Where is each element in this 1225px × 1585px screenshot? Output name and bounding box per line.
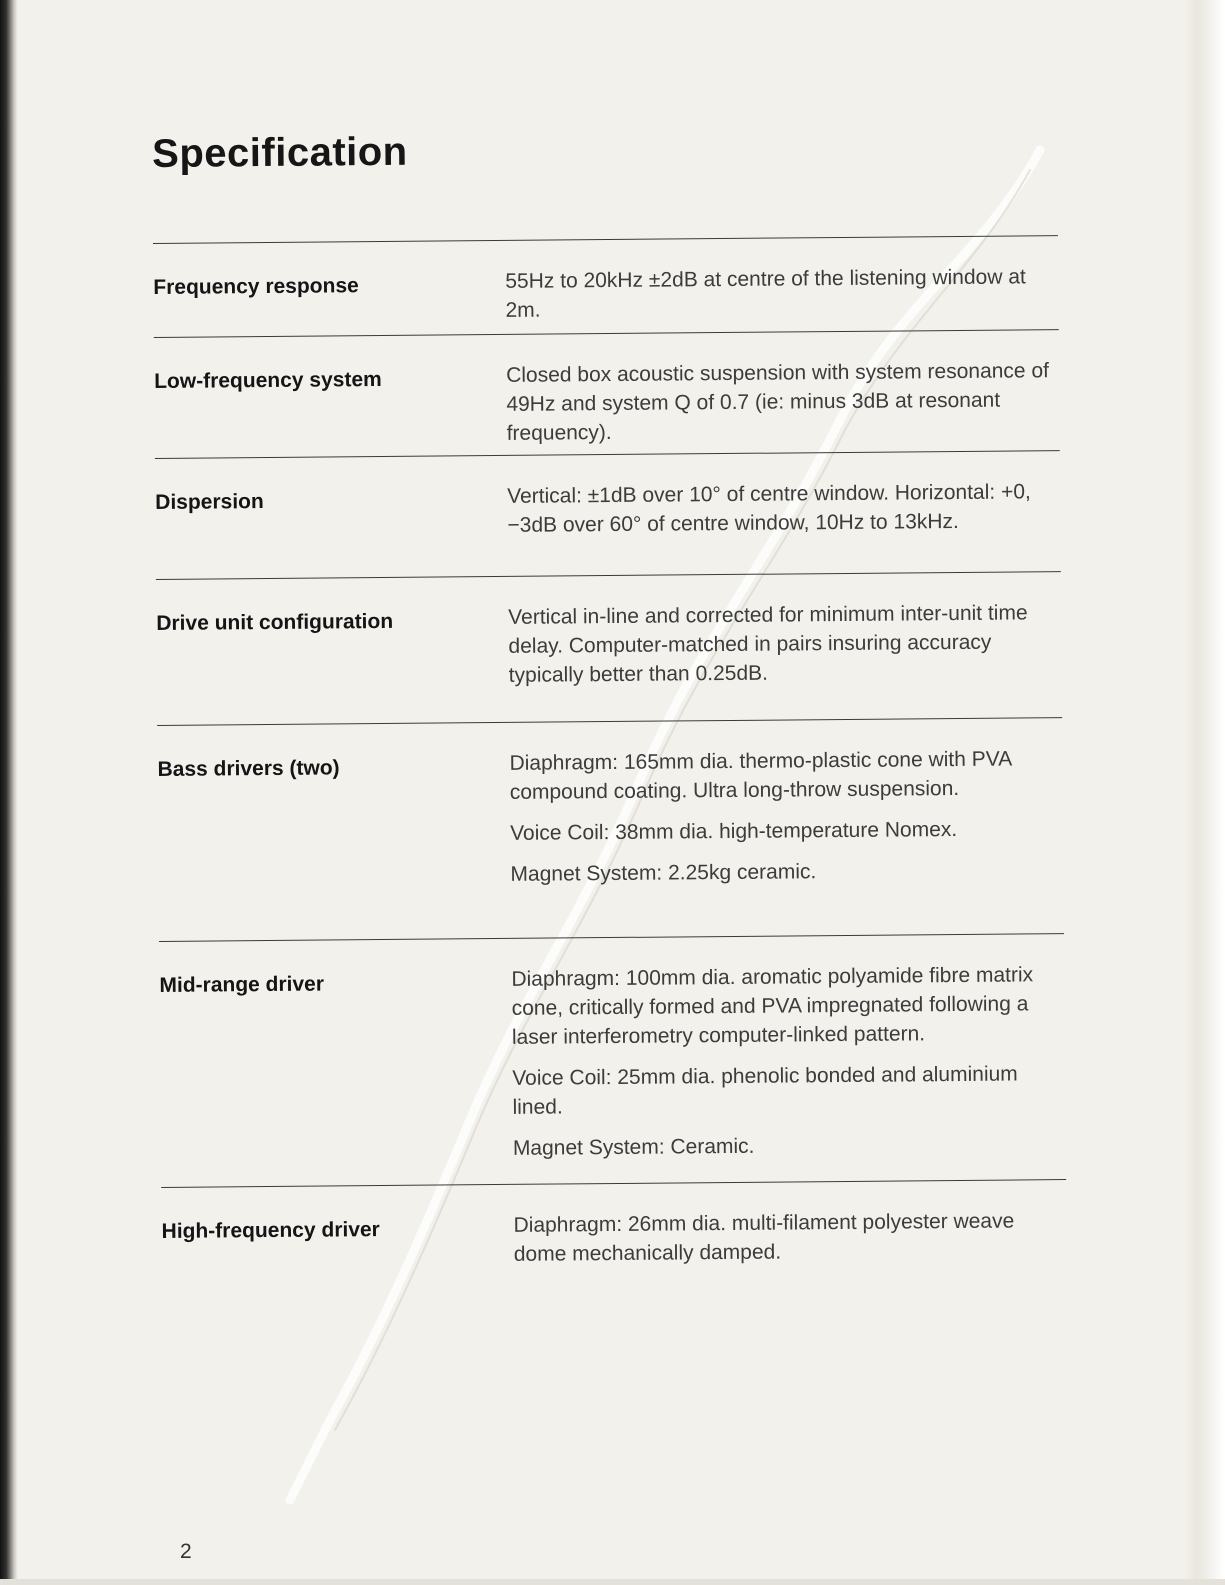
spec-paragraph: Diaphragm: 165mm dia. thermo-plastic cone with PVA compound coating. Ultra long-throw suspension.: [509, 747, 1012, 804]
page-title: Specification: [152, 129, 408, 176]
spec-row: [156, 572, 1062, 725]
spec-label: Mid-range driver: [159, 972, 325, 997]
spec-paragraph: Diaphragm: 26mm dia. multi-filament polyester weave dome mechanically damped.: [513, 1209, 1015, 1266]
spec-label: Low-frequency system: [154, 368, 382, 393]
spec-row: [159, 934, 1066, 1187]
spec-description: [513, 1206, 1067, 1335]
spec-description: [508, 598, 1062, 722]
spec-paragraph: Voice Coil: 25mm dia. phenolic bonded and aluminium lined.: [512, 1062, 1018, 1119]
spec-label: Bass drivers (two): [157, 756, 340, 781]
page-binding-shadow: [0, 0, 18, 1585]
page-number: 2: [180, 1540, 192, 1563]
spec-paragraph: Diaphragm: 100mm dia. aromatic polyamide fibre matrix cone, critically formed and PVA impregnated following a laser interferometry computer-linked pattern.: [511, 963, 1034, 1049]
spec-label: Drive unit configuration: [156, 609, 394, 635]
specification-page: [152, 124, 1067, 1338]
spec-paragraph: 55Hz to 20kHz ±2dB at centre of the listening window at 2m.: [505, 265, 1026, 322]
spec-paragraph: Magnet System: Ceramic.: [512, 1134, 755, 1160]
page-edge: [1185, 0, 1225, 1585]
spec-paragraph: Closed box acoustic suspension with system resonance of 49Hz and system Q of 0.7 (ie: minus 3dB at resonant frequency).: [506, 359, 1049, 445]
spec-row: [153, 236, 1059, 337]
page-bottom-edge: [0, 1579, 1225, 1585]
spec-label: Frequency response: [153, 274, 359, 299]
spec-row: [157, 718, 1064, 941]
spec-label: Dispersion: [155, 490, 264, 514]
spec-paragraph: Voice Coil: 38mm dia. high-temperature Nomex.: [510, 818, 958, 845]
spec-description: [509, 744, 1064, 938]
spec-paragraph: Vertical in-line and corrected for minimum inter-unit time delay. Computer-matched in pairs insuring accuracy typically better than 0.25dB.: [508, 601, 1028, 687]
spec-description: [511, 960, 1066, 1184]
spec-paragraph: Magnet System: 2.25kg ceramic.: [510, 860, 817, 886]
spec-label: High-frequency driver: [161, 1218, 380, 1243]
spec-row: [161, 1180, 1067, 1338]
spec-row: [154, 330, 1060, 458]
spec-paragraph: Vertical: ±1dB over 10° of centre window. Horizontal: +0, −3dB over 60° of centre window, 10Hz to 13kHz.: [507, 480, 1031, 537]
spec-description: [507, 477, 1061, 576]
spec-description: [505, 262, 1059, 334]
spec-row: [155, 451, 1061, 579]
spec-list: [153, 236, 1068, 1338]
spec-description: [506, 356, 1060, 455]
